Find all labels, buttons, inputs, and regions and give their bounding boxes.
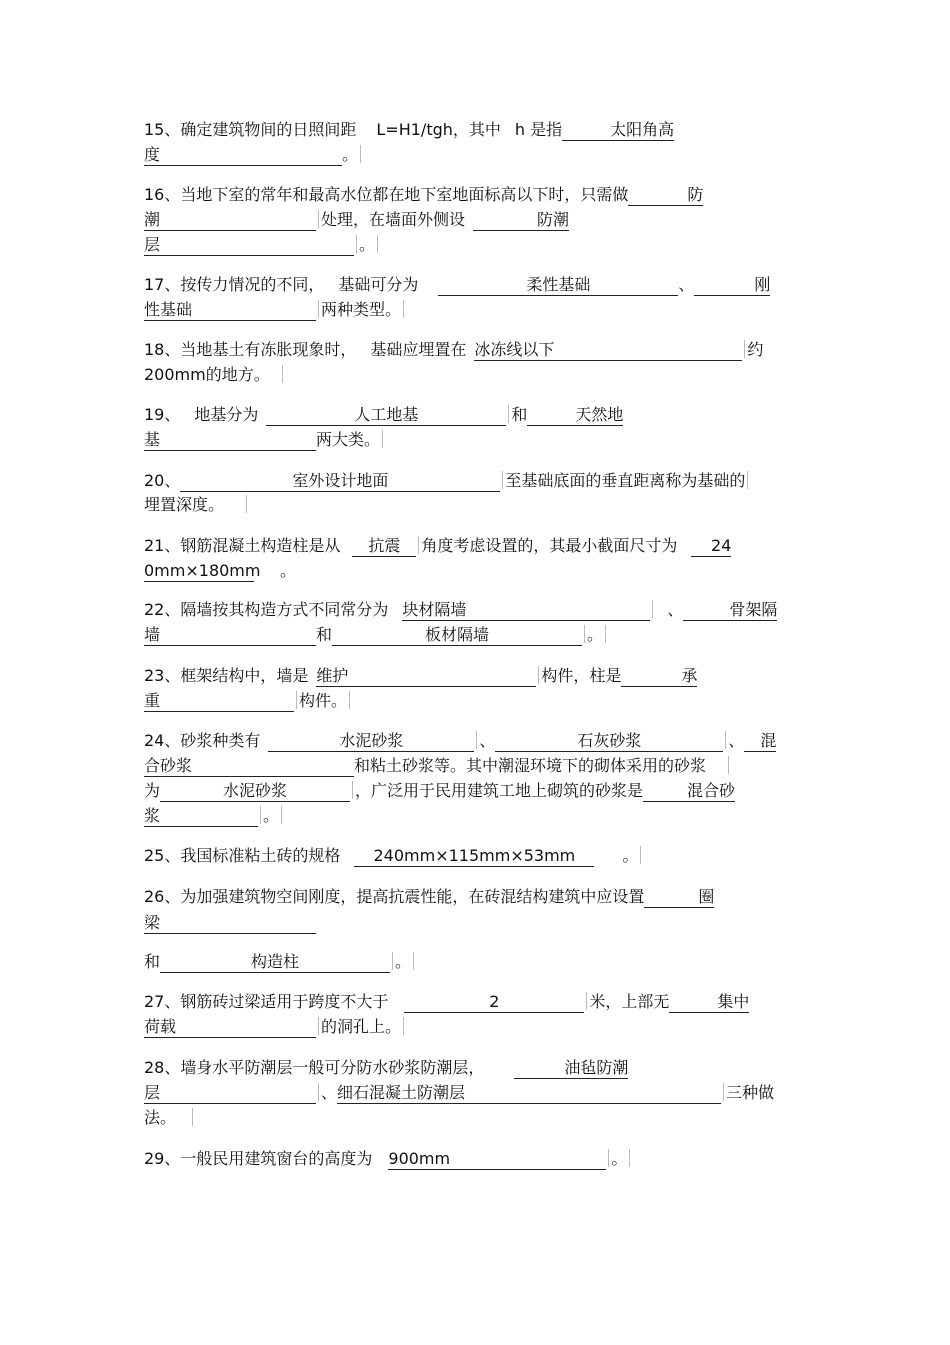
answer-blank: 太阳角高: [562, 120, 674, 141]
divider: [318, 210, 319, 228]
divider: [192, 1108, 193, 1126]
question-text: 至基础底面的垂直距离称为基础的: [505, 471, 746, 490]
question-23-line2: [144, 691, 352, 711]
question-text: 角度考虑设置的，其最小截面尺寸为: [421, 536, 678, 555]
divider: [747, 471, 748, 489]
question-text: 为: [144, 781, 161, 800]
question-text: 确定建筑物间的日照间距: [180, 120, 357, 139]
question-16-line1: [144, 185, 703, 205]
question-28-line3: [144, 1108, 195, 1128]
question-18-line1: [144, 340, 763, 360]
question-number: 27、: [144, 992, 181, 1011]
answer-blank: 墙: [144, 625, 316, 646]
question-25-line1: [144, 846, 643, 866]
answer-blank: 水泥砂浆: [268, 731, 474, 752]
question-26-line2: [144, 913, 316, 933]
question-number: 18、: [144, 340, 181, 359]
question-text: 隔墙按其构造方式不同常分为: [180, 600, 389, 619]
question-text: L=H1/tgh，其中: [376, 120, 501, 139]
question-number: 29、: [144, 1149, 181, 1168]
question-21-line2: [144, 561, 296, 581]
divider: [403, 1017, 404, 1035]
divider: [352, 781, 353, 799]
question-text: 、: [321, 1083, 338, 1102]
question-22-line2: [144, 625, 608, 645]
question-28-line1: [144, 1058, 628, 1078]
answer-blank: 梁: [144, 913, 316, 934]
question-text: 处理，在墙面外侧设: [321, 210, 466, 229]
question-text: 为加强建筑物空间刚度，提高抗震性能，在砖混结构建筑中应设置: [180, 887, 645, 906]
question-text: 米，上部无: [589, 992, 670, 1011]
question-26-line1: [144, 887, 714, 907]
answer-blank: 天然地: [527, 405, 623, 426]
question-text: 钢筋砖过梁适用于跨度不大于: [180, 992, 389, 1011]
answer-blank: 浆: [144, 806, 258, 827]
divider: [538, 666, 539, 684]
answer-blank: 室外设计地面: [180, 471, 500, 492]
divider: [584, 625, 585, 643]
divider: [246, 495, 247, 513]
question-text: 。: [263, 806, 280, 825]
divider: [260, 806, 261, 824]
divider: [586, 992, 587, 1010]
divider: [296, 691, 297, 709]
answer-blank: 性基础: [144, 300, 316, 321]
question-text: 。: [359, 235, 376, 254]
divider: [377, 235, 378, 253]
answer-blank: 层: [144, 1083, 316, 1104]
divider: [629, 1149, 630, 1167]
divider: [382, 430, 383, 448]
question-number: 24、: [144, 731, 181, 750]
question-number: 21、: [144, 536, 181, 555]
divider: [476, 731, 477, 749]
answer-blank: 圈: [644, 887, 714, 908]
divider: [728, 756, 729, 774]
question-24-line2: [144, 756, 731, 776]
answer-blank: 细石混凝土防潮层: [337, 1083, 721, 1104]
question-text: 。: [280, 561, 297, 580]
divider: [281, 806, 282, 824]
question-text: 当地下室的常年和最高水位都在地下室地面标高以下时，只需做: [180, 185, 629, 204]
question-number: 20、: [144, 471, 181, 490]
divider: [349, 691, 350, 709]
answer-blank: 潮: [144, 210, 316, 231]
question-29-line1: [144, 1149, 632, 1169]
question-text: 砂浆种类有: [180, 731, 261, 750]
question-27-line2: [144, 1017, 406, 1037]
question-number: 19、: [144, 405, 181, 424]
question-text: 两大类。: [316, 430, 381, 449]
question-number: 22、: [144, 600, 181, 619]
question-text: 我国标准粘土砖的规格: [180, 846, 341, 865]
divider: [502, 471, 503, 489]
question-text: 基础可分为: [338, 275, 419, 294]
divider: [605, 625, 606, 643]
question-number: 26、: [144, 887, 181, 906]
answer-blank: 2: [404, 992, 584, 1013]
question-text: 法。: [144, 1108, 177, 1127]
question-text: 。: [587, 625, 604, 644]
question-text: 、: [479, 731, 496, 750]
question-text: 。: [611, 1149, 628, 1168]
question-24-line1: [144, 731, 776, 751]
answer-blank: 24: [691, 536, 731, 557]
question-text: 和: [511, 405, 528, 424]
answer-blank: 合砂浆: [144, 756, 354, 777]
question-text: 和粘土砂浆等。其中潮湿环境下的砌体采用的砂浆: [354, 756, 707, 775]
answer-blank: 石灰砂浆: [495, 731, 723, 752]
answer-blank: 混: [744, 731, 776, 752]
question-24-line4: [144, 806, 284, 826]
answer-blank: 骨架隔: [683, 600, 777, 621]
question-text: 、: [728, 731, 745, 750]
question-15-line1: [144, 120, 674, 140]
answer-blank: 层: [144, 235, 354, 256]
question-16-line2: [144, 210, 569, 230]
question-text: 200mm的地方。: [144, 365, 270, 384]
divider: [318, 300, 319, 318]
question-text: 、: [678, 275, 695, 294]
answer-blank: 0mm×180mm: [144, 561, 261, 580]
question-number: 17、: [144, 275, 181, 294]
question-text: 和: [316, 625, 333, 644]
question-text: 框架结构中，墙是: [180, 666, 309, 685]
question-text: ，广泛用于民用建筑工地上砌筑的砂浆是: [355, 781, 644, 800]
question-text: 约: [747, 340, 764, 359]
question-text: 墙身水平防潮层一般可分防水砂浆防潮层，: [180, 1058, 485, 1077]
answer-blank: 冰冻线以下: [474, 340, 742, 361]
answer-blank: 水泥砂浆: [160, 781, 350, 802]
question-text: 两种类型。: [321, 300, 402, 319]
divider: [413, 952, 414, 970]
question-27-line1: [144, 992, 749, 1012]
question-17-line2: [144, 300, 406, 320]
answer-blank: 240mm×115mm×53mm: [354, 846, 594, 867]
question-text: 钢筋混凝土构造柱是从: [180, 536, 341, 555]
divider: [392, 952, 393, 970]
answer-blank: 抗震: [352, 536, 416, 557]
question-17-line1: [144, 275, 770, 295]
answer-blank: 混合砂: [643, 781, 735, 802]
question-text: 埋置深度。: [144, 495, 225, 514]
divider: [403, 300, 404, 318]
question-text: 。: [622, 846, 639, 865]
question-20-line1: [144, 471, 750, 491]
answer-blank: 人工地基: [266, 405, 506, 426]
divider: [640, 846, 641, 864]
question-text: 。: [395, 952, 412, 971]
answer-blank: 基: [144, 430, 316, 451]
question-26-line3: [144, 952, 416, 972]
question-text: 基础应埋置在: [370, 340, 467, 359]
divider: [725, 731, 726, 749]
answer-blank: 柔性基础: [438, 275, 678, 296]
question-15-line2: [144, 145, 363, 165]
question-18-line2: [144, 365, 285, 385]
question-22-line1: [144, 600, 777, 620]
question-text: 三种做: [726, 1083, 775, 1102]
question-23-line1: [144, 666, 697, 686]
answer-blank: 防潮: [473, 210, 569, 231]
divider: [360, 145, 361, 163]
divider: [318, 1017, 319, 1035]
question-number: 16、: [144, 185, 181, 204]
question-text: 当地基土有冻胀现象时，: [180, 340, 357, 359]
divider: [652, 600, 653, 618]
answer-blank: 块材隔墙: [402, 600, 650, 621]
answer-blank: 油毡防潮: [514, 1058, 628, 1079]
divider: [282, 365, 283, 383]
answer-blank: 刚: [694, 275, 770, 296]
answer-blank: 构造柱: [160, 952, 390, 973]
divider: [723, 1083, 724, 1101]
answer-blank: 重: [144, 691, 294, 712]
question-text: 和: [144, 952, 161, 971]
divider: [608, 1149, 609, 1167]
divider: [318, 1083, 319, 1101]
answer-blank: 维护: [316, 666, 536, 687]
question-text: 、: [667, 600, 684, 619]
answer-blank: 度: [144, 145, 342, 166]
answer-blank: 集中: [669, 992, 749, 1013]
divider: [356, 235, 357, 253]
question-number: 15、: [144, 120, 181, 139]
answer-blank: 板材隔墙: [332, 625, 582, 646]
question-text: 构件。: [299, 691, 348, 710]
answer-blank: 承: [621, 666, 697, 687]
question-number: 25、: [144, 846, 181, 865]
question-21-line1: [144, 536, 731, 556]
question-16-line3: [144, 235, 380, 255]
divider: [418, 536, 419, 554]
answer-blank: 900mm: [388, 1149, 606, 1170]
question-number: 23、: [144, 666, 181, 685]
question-19-line1: [144, 405, 623, 425]
question-number: 28、: [144, 1058, 181, 1077]
divider: [508, 405, 509, 423]
question-24-line3: [144, 781, 735, 801]
question-text: 按传力情况的不同，: [180, 275, 325, 294]
question-text: 。: [342, 145, 359, 164]
question-28-line2: [144, 1083, 774, 1103]
question-20-line2: [144, 495, 249, 515]
answer-blank: 荷载: [144, 1017, 316, 1038]
question-text: 地基分为: [194, 405, 259, 424]
question-text: 的洞孔上。: [321, 1017, 402, 1036]
question-text: 构件，柱是: [541, 666, 622, 685]
question-text: 一般民用建筑窗台的高度为: [180, 1149, 373, 1168]
divider: [744, 340, 745, 358]
question-19-line2: [144, 430, 385, 450]
answer-blank: 防: [628, 185, 703, 206]
question-text: h 是指: [514, 120, 563, 139]
